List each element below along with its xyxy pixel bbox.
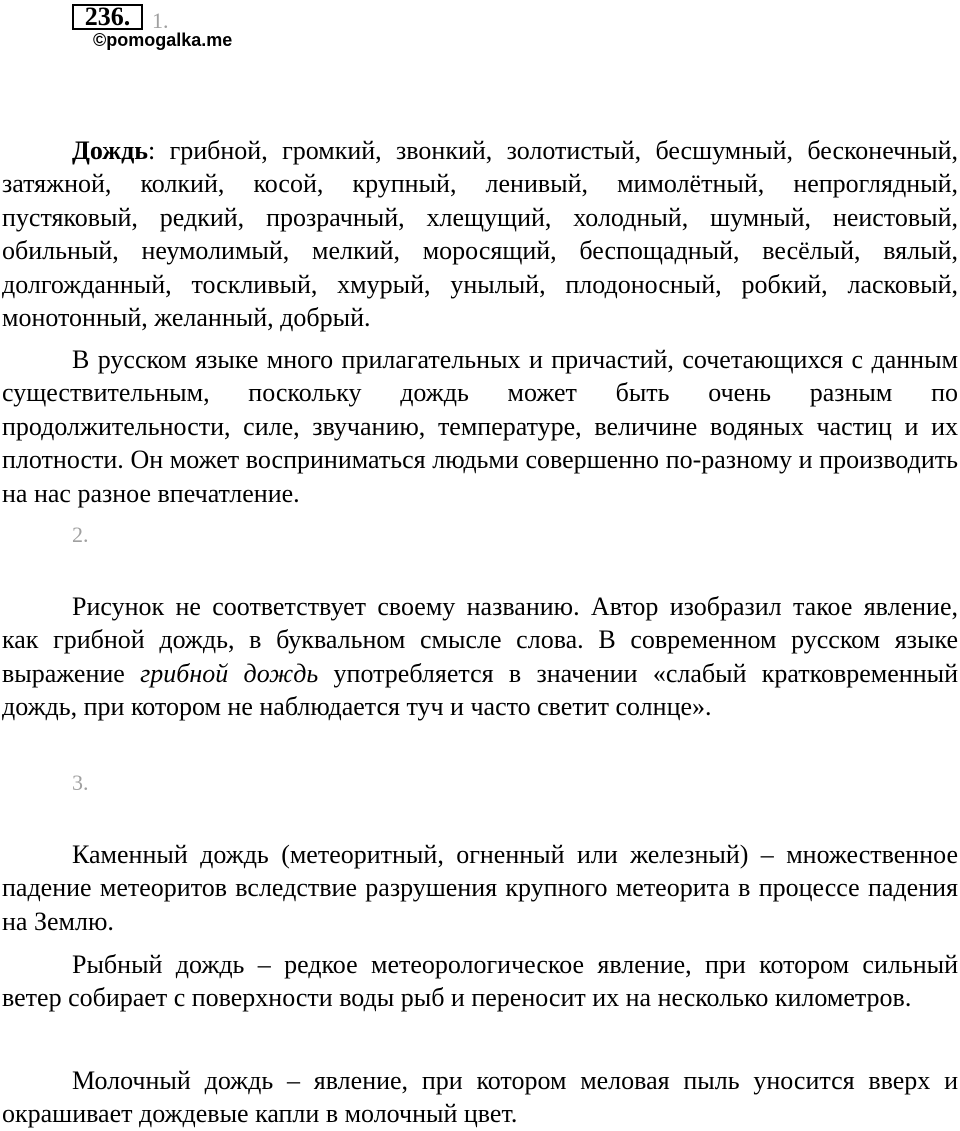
task-3-paragraph-2: Рыбный дождь – редкое метеорологическое явление, при котором сильный ветер собирает с поверхности воды рыб и переносит их на несколько километров. [2, 950, 958, 1013]
task-2-text-after: употребляется в значении «слабый кратковременный дождь, при котором не наблюдается туч и часто светит солнце». [2, 658, 958, 722]
task-1-marker: 1. [152, 8, 169, 33]
idiom-italic: грибной дождь [140, 658, 319, 688]
adjective-list: : грибной, громкий, звонкий, золотистый, бесшумный, бесконечный, затяжной, колкий, косой, крупный, ленивый, мимолётный, непроглядный, пустяковый, редкий, прозрачный, хлещущий, холодный, шумный, неистовый, обильный, неумолимый, мелкий, моросящий, беспощадный, весёлый, вялый, долгожданный, тоскливый, хмурый, унылый, плодоносный, робкий, ласковый, монотонный, желанный, добрый. [2, 136, 958, 333]
task-1-paragraph-2: В русском языке много прилагательных и причастий, сочетающихся с данным существительным, поскольку дождь может быть очень разным по продолжительности, силе, звучанию, температуре, величине водяных частиц и их плотности. Он может восприниматься людьми совершенно по-разному и производить на нас разное впечатление. [2, 345, 958, 508]
exercise-number-box: 236. [72, 4, 143, 30]
task-3-paragraph-3: Молочный дождь – явление, при котором меловая пыль уносится вверх и окрашивает дождевые капли в молочный цвет. [2, 1066, 958, 1129]
task-1-paragraph-1 [2, 134, 958, 334]
task-2-paragraph-1 [2, 590, 958, 724]
keyword-rain: Дождь [72, 136, 148, 165]
task-2-marker: 2. [72, 522, 89, 547]
task-3-paragraph-1: Каменный дождь (метеоритный, огненный или железный) – множественное падение метеоритов вследствие разрушения крупного метеорита в процессе падения на Землю. [2, 840, 958, 936]
task-3-marker: 3. [72, 770, 89, 795]
task-2-text-before: Рисунок не соответствует своему названию. Автор изобразил такое явление, как грибной дождь, в буквальном смысле слова. В современном русском языке выражение [2, 592, 958, 688]
site-watermark: ©pomogalka.me [93, 30, 233, 50]
